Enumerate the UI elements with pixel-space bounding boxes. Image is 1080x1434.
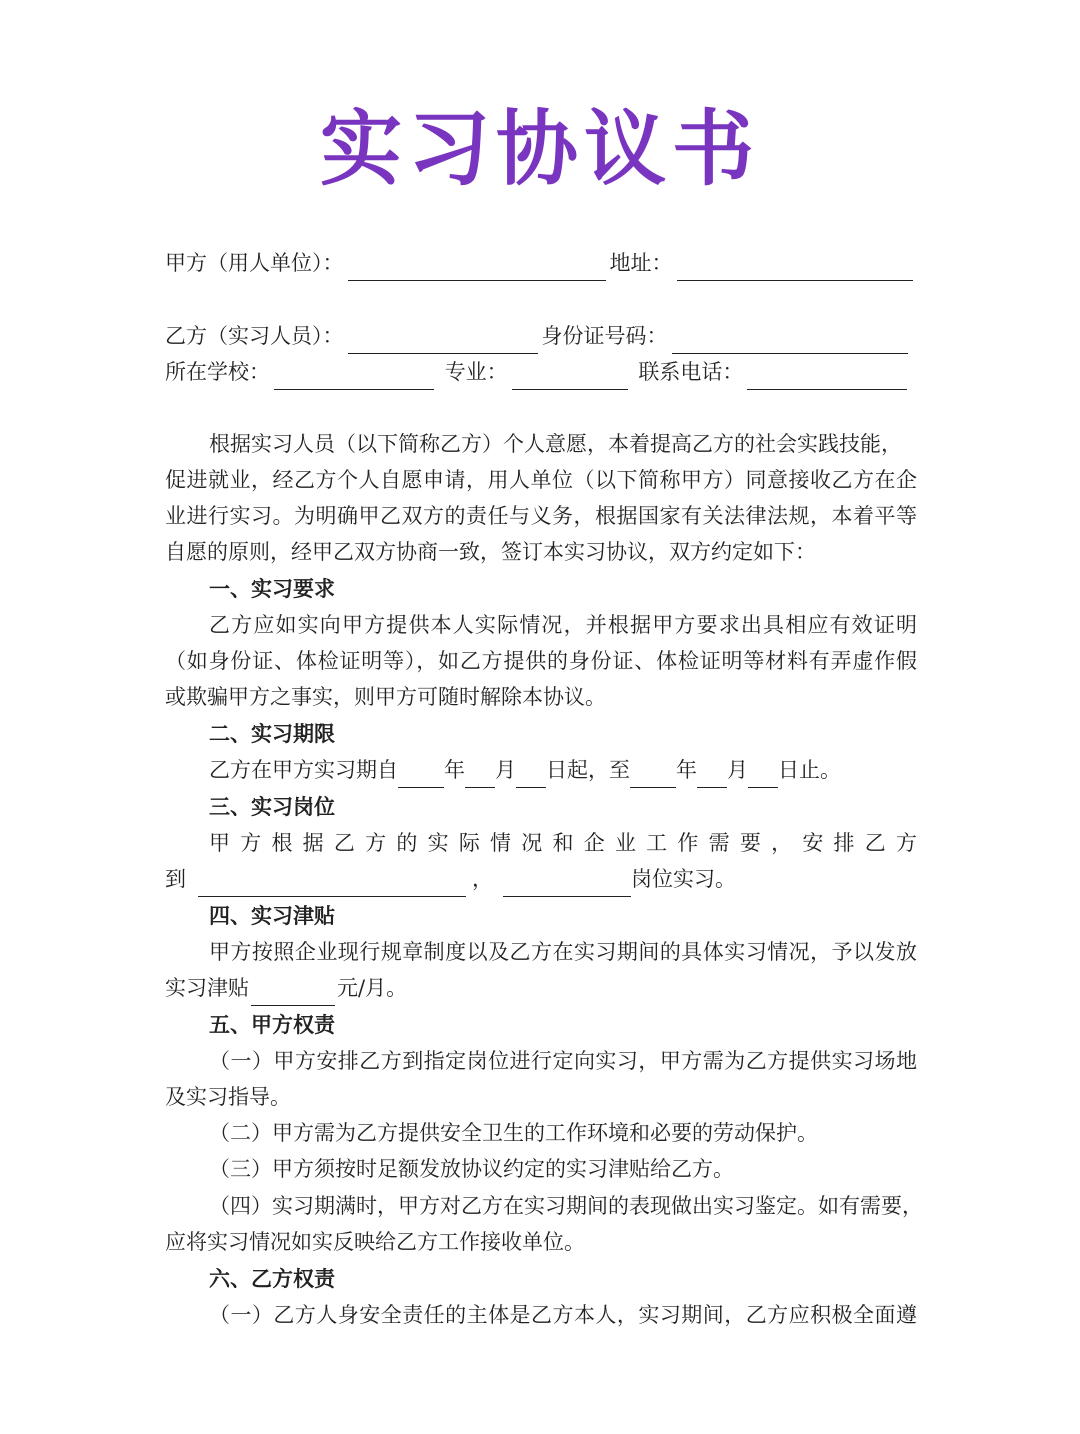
address-label: 地址： bbox=[609, 251, 673, 275]
section-text: 甲方根据乙方的实际情况和企业工作需要，安排乙方 bbox=[209, 831, 917, 855]
school-blank[interactable] bbox=[274, 363, 434, 390]
party-b-label: 乙方（实习人员）： bbox=[165, 324, 344, 348]
section-text: （二）甲方需为乙方提供安全卫生的工作环境和必要的劳动保护。 bbox=[209, 1121, 818, 1145]
allowance-text: 元/月。 bbox=[337, 976, 408, 1000]
party-b-row bbox=[165, 318, 917, 354]
address-blank[interactable] bbox=[677, 254, 913, 281]
school-row bbox=[165, 354, 917, 390]
position-text: 到 bbox=[165, 867, 186, 891]
section-heading: 四、实习津贴 bbox=[209, 903, 335, 928]
position-blank[interactable] bbox=[503, 870, 631, 897]
major-label: 专业： bbox=[444, 360, 508, 384]
section-text: （三）甲方须按时足额发放协议约定的实习津贴给乙方。 bbox=[209, 1157, 734, 1181]
section-text: 甲方按照企业现行规章制度以及乙方在实习期间的具体实习情况，予以发放 bbox=[209, 940, 917, 964]
start-day-blank[interactable] bbox=[516, 761, 546, 788]
period-text: 年 bbox=[444, 758, 465, 782]
party-a-label: 甲方（用人单位）： bbox=[165, 251, 344, 275]
school-label: 所在学校： bbox=[165, 360, 270, 384]
allowance-blank[interactable] bbox=[251, 979, 335, 1006]
end-year-blank[interactable] bbox=[630, 761, 676, 788]
section-heading: 五、甲方权责 bbox=[209, 1012, 335, 1037]
period-text: 月 bbox=[495, 758, 516, 782]
start-month-blank[interactable] bbox=[465, 761, 495, 788]
allowance-text: 实习津贴 bbox=[165, 976, 249, 1000]
period-row bbox=[209, 752, 917, 788]
start-year-blank[interactable] bbox=[398, 761, 444, 788]
phone-label: 联系电话： bbox=[638, 360, 744, 384]
intro-line: 自愿的原则，经甲乙双方协商一致，签订本实习协议，双方约定如下： bbox=[165, 540, 816, 564]
section-text: （四）实习期满时，甲方对乙方在实习期间的表现做出实习鉴定。如有需要， bbox=[209, 1194, 923, 1218]
party-a-blank[interactable] bbox=[348, 254, 606, 281]
id-number-label: 身份证号码： bbox=[541, 324, 668, 348]
section-heading: 二、实习期限 bbox=[209, 721, 335, 746]
period-text: 乙方在甲方实习期自 bbox=[209, 758, 398, 782]
end-day-blank[interactable] bbox=[748, 761, 778, 788]
party-a-row bbox=[165, 245, 917, 281]
section-text: 应将实习情况如实反映给乙方工作接收单位。 bbox=[165, 1230, 585, 1254]
end-month-blank[interactable] bbox=[697, 761, 727, 788]
section-text: 乙方应如实向甲方提供本人实际情况，并根据甲方要求出具相应有效证明 bbox=[209, 613, 917, 637]
section-text: （如身份证、体检证明等），如乙方提供的身份证、体检证明等材料有弄虚作假 bbox=[165, 649, 917, 673]
position-row bbox=[165, 861, 917, 897]
position-text: 岗位实习。 bbox=[631, 867, 736, 891]
intro-line: 促进就业，经乙方个人自愿申请，用人单位（以下简称甲方）同意接收乙方在企 bbox=[165, 468, 917, 492]
section-text: （一）甲方安排乙方到指定岗位进行定向实习，甲方需为乙方提供实习场地 bbox=[209, 1049, 917, 1073]
section-heading: 六、乙方权责 bbox=[209, 1266, 335, 1291]
department-blank[interactable] bbox=[198, 870, 466, 897]
allowance-row bbox=[165, 970, 917, 1006]
section-heading: 一、实习要求 bbox=[209, 576, 335, 601]
section-heading: 三、实习岗位 bbox=[209, 794, 335, 819]
intro-line: 业进行实习。为明确甲乙双方的责任与义务，根据国家有关法律法规，本着平等 bbox=[165, 504, 917, 528]
position-text: ， bbox=[472, 867, 493, 891]
section-text: （一）乙方人身安全责任的主体是乙方本人，实习期间，乙方应积极全面遵 bbox=[209, 1303, 917, 1327]
document-title: 实习协议书 bbox=[319, 102, 760, 197]
id-number-blank[interactable] bbox=[672, 327, 908, 354]
period-text: 日止。 bbox=[778, 758, 841, 782]
phone-blank[interactable] bbox=[747, 363, 907, 390]
section-text: 及实习指导。 bbox=[165, 1085, 291, 1109]
party-b-blank[interactable] bbox=[348, 327, 538, 354]
period-text: 年 bbox=[676, 758, 697, 782]
period-text: 日起，至 bbox=[546, 758, 630, 782]
section-text: 或欺骗甲方之事实，则甲方可随时解除本协议。 bbox=[165, 685, 606, 709]
intro-line: 根据实习人员（以下简称乙方）个人意愿，本着提高乙方的社会实践技能， bbox=[209, 432, 902, 456]
period-text: 月 bbox=[727, 758, 748, 782]
major-blank[interactable] bbox=[512, 363, 628, 390]
